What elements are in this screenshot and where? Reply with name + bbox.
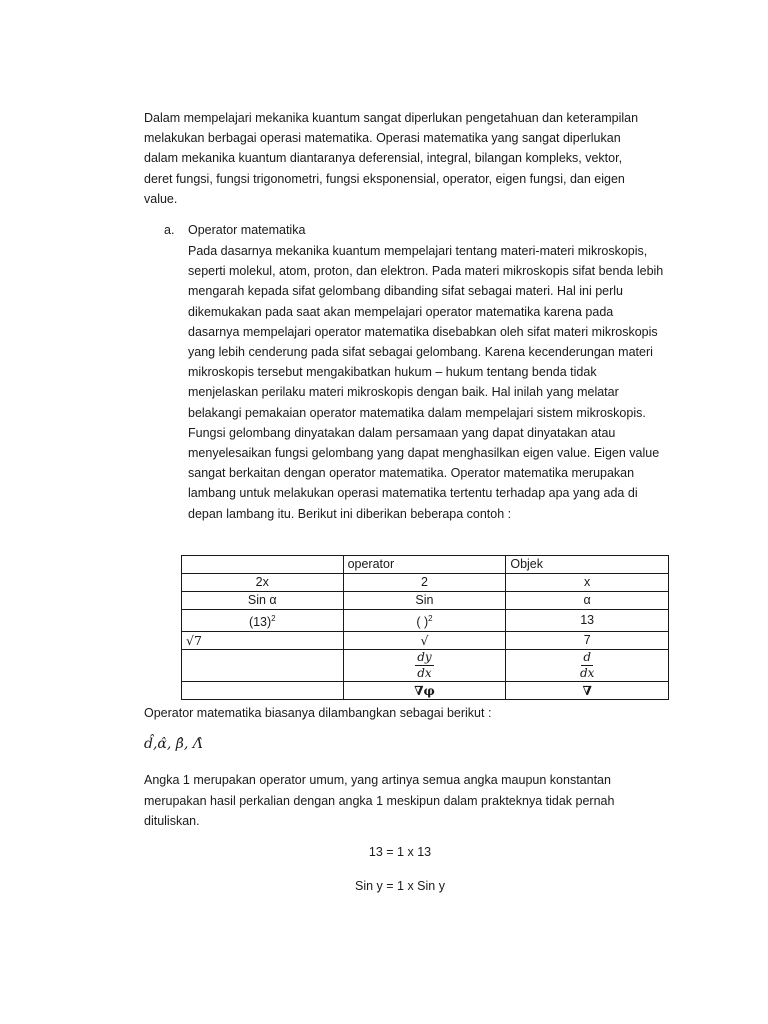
- superscript: 2: [271, 614, 276, 623]
- operator-symbols: d̂,α̂, β̂, Λ̂: [144, 736, 203, 752]
- fraction: [415, 650, 433, 681]
- table-header-row: [182, 556, 669, 574]
- superscript: 2: [428, 614, 433, 623]
- table-cell-operator: ∇φ: [343, 682, 506, 700]
- fraction-denominator: dx: [579, 666, 595, 681]
- fraction-numerator: dy: [417, 650, 432, 665]
- table-cell-operator: √: [343, 632, 506, 650]
- table-cell-object: α: [506, 592, 669, 610]
- section-title: Operator matematika: [188, 223, 306, 237]
- table-cell-object: [506, 650, 669, 682]
- table-header-cell: [182, 556, 344, 574]
- table-row: [182, 682, 669, 700]
- fraction-numerator: d: [583, 650, 591, 665]
- angka-paragraph: Angka 1 merupakan operator umum, yang artinya semua angka maupun konstantan merupakan hasil perkalian dengan angka 1 meskipun dalam prakteknya tidak pernah dituliskan.: [144, 773, 615, 828]
- table-cell-object: 7: [506, 632, 669, 650]
- table-cell-operator: 2: [343, 574, 506, 592]
- table-row: [182, 610, 669, 632]
- expression-text: (13): [248, 615, 272, 630]
- table-cell-expression: [182, 682, 344, 700]
- fraction-denominator: dx: [417, 666, 432, 681]
- table-cell-operator: [343, 650, 506, 682]
- operator-table: [181, 555, 669, 700]
- table-cell-expression: [182, 650, 344, 682]
- fraction: [580, 650, 594, 681]
- table-cell-object: 13: [506, 610, 669, 632]
- table-cell-expression: 2x: [182, 574, 344, 592]
- list-marker-a: a.: [164, 223, 175, 237]
- table-header-objek: Objek: [506, 556, 669, 574]
- table-row: [182, 632, 669, 650]
- table-row: [182, 650, 669, 682]
- operator-intro-line: Operator matematika biasanya dilambangkan sebagai berikut :: [144, 706, 492, 720]
- operator-text: ( ): [416, 615, 429, 630]
- table-header-operator: operator: [343, 556, 506, 574]
- equation: Sin y = 1 x Sin y: [355, 879, 445, 893]
- section-body: Pada dasarnya mekanika kuantum mempelajari tentang materi-materi mikroskopis, seperti molekul, atom, proton, dan elektron. Pada materi mikroskopis sifat benda lebih mengarah kepada sifat gelombang dibanding sifat sebagai materi. Hal ini perlu dikemukakan pada saat akan mempelajari operator matematika karena pada dasarnya mempelajari operator matematika disebabkan oleh sifat materi mikroskopis yang lebih cenderung pada sifat sebagai gelombang. Karena kecenderungan materi mikroskopis tersebut mengakibatkan hukum – hukum tentang benda tidak menjelaskan perilaku materi mikroskopis dengan baik. Hal inilah yang melatar belakangi pemakaian operator matematika dalam mempelajari sistem mikroskopis. Fungsi gelombang dinyatakan dalam persamaan yang dapat dinyatakan atau menyelesaikan fungsi gelombang yang dapat menghasilkan eigen value. Eigen value sangat berkaitan dengan operator matematika. Operator matematika merupakan lambang untuk melakukan operasi matematika tertentu terhadap apa yang ada di depan lambang itu. Berikut ini diberikan beberapa contoh :: [188, 244, 664, 521]
- table-cell-expression: √7: [182, 632, 344, 650]
- equation: 13 = 1 x 13: [368, 845, 432, 859]
- table-cell-operator: Sin: [343, 592, 506, 610]
- table-row: [182, 592, 669, 610]
- table-cell-object: x: [506, 574, 669, 592]
- intro-paragraph: Dalam mempelajari mekanika kuantum sangat diperlukan pengetahuan dan keterampilan melakukan berbagai operasi matematika. Operasi matematika yang sangat diperlukan dalam mekanika kuantum diantaranya deferensial, integral, bilangan kompleks, vektor, deret fungsi, fungsi trigonometri, fungsi eksponensial, operator, eigen fungsi, dan eigen value.: [144, 111, 639, 206]
- table-cell-expression: [182, 610, 344, 632]
- table-cell-operator: [343, 610, 506, 632]
- table-row: [182, 574, 669, 592]
- table-cell-expression: Sin α: [182, 592, 344, 610]
- table-cell-object: ∇: [506, 682, 669, 700]
